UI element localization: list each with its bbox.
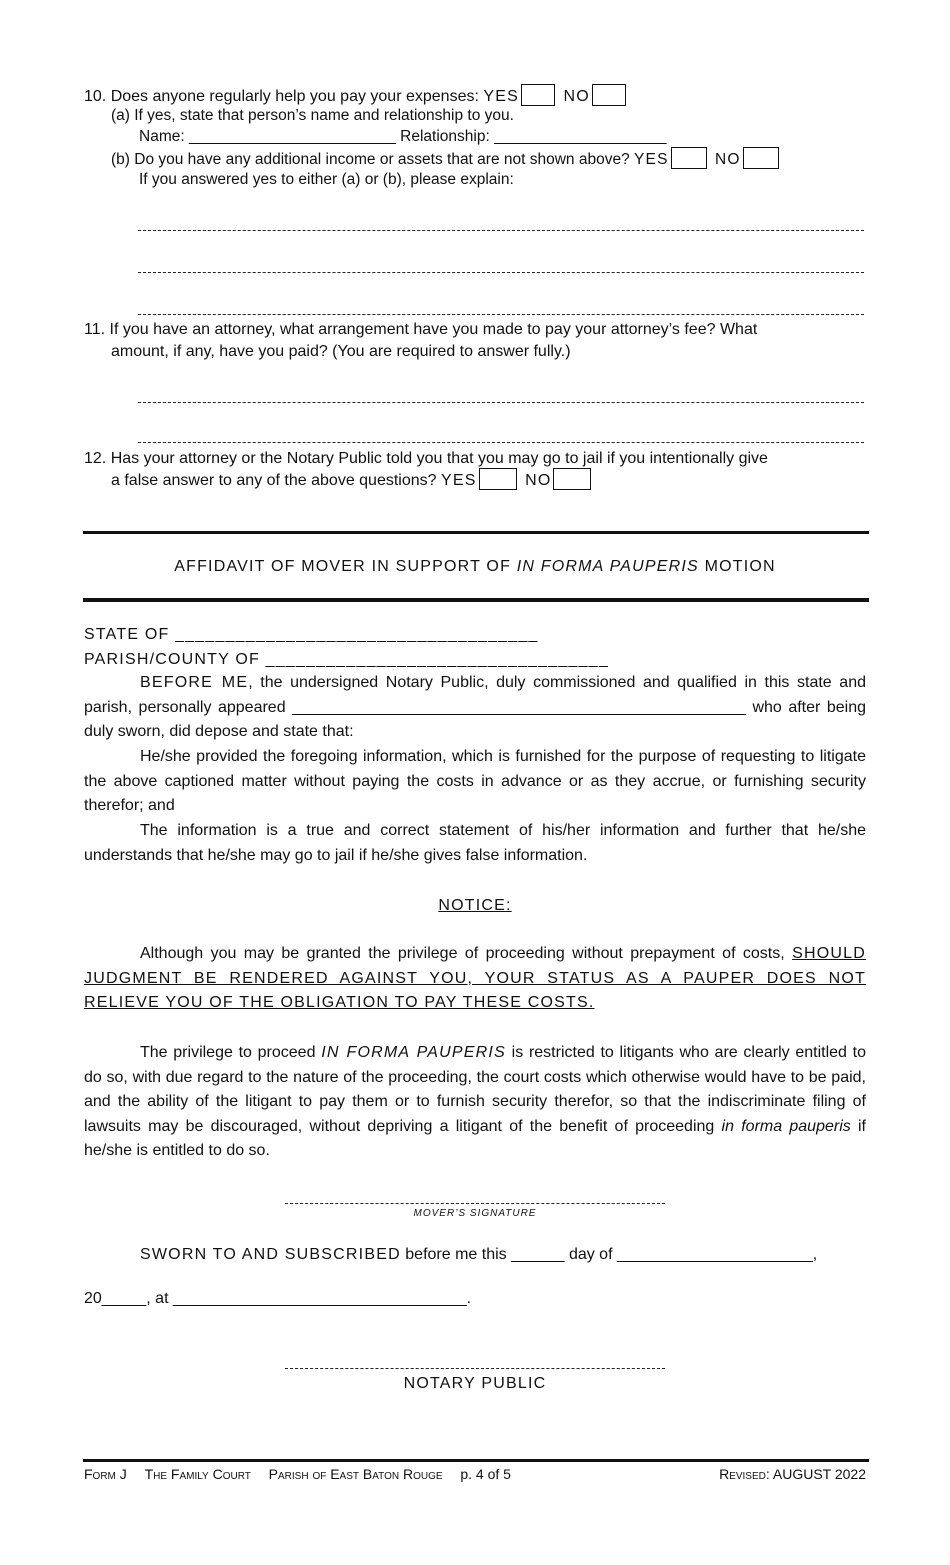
state-of-field[interactable]: STATE OF ____________________________________ [84, 626, 539, 643]
footer-parish: Parish of East Baton Rouge [268, 1466, 443, 1482]
footer-left [84, 1466, 511, 1482]
sworn-line[interactable] [140, 1245, 817, 1265]
notice-heading: NOTICE: [438, 897, 512, 914]
footer-form: Form J [84, 1466, 127, 1482]
q10b-no-label: NO [714, 151, 741, 169]
q12-yes-checkbox[interactable] [479, 468, 517, 490]
q10-explain-text: If you answered yes to either (a) or (b), please explain: [139, 171, 514, 188]
q12-line2: a false answer to any of the above questions? [111, 472, 437, 490]
mover-signature-line[interactable] [285, 1203, 665, 1204]
notice-p2-mid: is restricted to litigants who are clearly entitled to do so, with due regard to the nature of the proceeding, the court costs which otherwise would have to be paid, and the ability of the litigant to pay them or to furnish security therefor, so that the indiscriminate filing of lawsuits may be discouraged, without depriving a litigant of the benefit of proceeding [84, 1044, 867, 1135]
q10-answer-line-3[interactable] [138, 314, 864, 315]
q12-line2-wrap [111, 470, 595, 492]
year-location-line[interactable]: 20_____, at _________________________________. [84, 1290, 472, 1307]
q11-answer-line-1[interactable] [138, 402, 864, 403]
notice-p2-start: The privilege to proceed [140, 1044, 316, 1061]
notary-signature-line[interactable] [285, 1368, 665, 1369]
affidavit-bottom-rule [83, 598, 869, 602]
q10-yes-label: YES [483, 88, 519, 106]
sworn-text: before me this ______ day of ______________________, [400, 1246, 818, 1263]
mover-signature-label: MOVER’S SIGNATURE [413, 1208, 537, 1219]
q10-yes-checkbox[interactable] [521, 84, 555, 106]
q11-line1: 11. If you have an attorney, what arrangement have you made to pay your attorney’s fee? What [84, 321, 758, 338]
notice-p2-italic: IN FORMA PAUPERIS [321, 1044, 506, 1061]
affidavit-title-post: MOTION [704, 558, 776, 575]
q10-answer-line-1[interactable] [138, 230, 864, 231]
affidavit-title-pre: AFFIDAVIT OF MOVER IN SUPPORT OF [174, 558, 512, 575]
footer-rule [83, 1459, 869, 1462]
before-me-caps: BEFORE ME [140, 674, 249, 691]
footer-revised-label: Revised: [719, 1466, 770, 1482]
q12-no-label: NO [525, 472, 552, 490]
sworn-caps: SWORN TO AND SUBSCRIBED [140, 1246, 401, 1263]
notary-public-label: NOTARY PUBLIC [403, 1375, 547, 1392]
parish-county-field[interactable]: PARISH/COUNTY OF __________________________________ [84, 651, 609, 668]
notice-p2-italic-2: in forma pauperis [721, 1117, 851, 1135]
notice-p1-underlined: SHOULD JUDGMENT BE RENDERED AGAINST YOU, YOUR STATUS AS A PAUPER DOES NOT RELIEVE YOU OF THE OBLIGATION TO PAY THESE COSTS. [84, 945, 866, 1011]
before-me-text: , the undersigned Notary Public, duly commissioned and qualified in this state and parish, personally appeared ___________________________________________________ who after being duly sworn, did depose and state that: [84, 674, 866, 740]
affidavit-top-rule [83, 531, 869, 534]
q12-yes-label: YES [441, 472, 477, 490]
true-statement-paragraph: The information is a true and correct statement of his/her information and further that he/she understands that he/she may go to jail if he/she gives false information. [84, 822, 866, 864]
notice-paragraph-2 [84, 1041, 866, 1164]
q10b-yes-label: YES [634, 151, 669, 169]
notice-p2-end: if he/she is entitled to do so. [84, 1117, 866, 1159]
footer-revised-date: AUGUST 2022 [772, 1466, 866, 1482]
q10-name-relationship-line[interactable]: Name: ________________________ Relationship: ____________________ [139, 128, 667, 145]
q10b-prefix: (b) Do you have any additional income or assets that are not shown above? [111, 151, 630, 169]
q10-no-checkbox[interactable] [592, 84, 626, 106]
q10-answer-line-2[interactable] [138, 272, 864, 273]
q11-line2: amount, if any, have you paid? (You are required to answer fully.) [111, 343, 571, 360]
q12-line1: 12. Has your attorney or the Notary Public told you that you may go to jail if you intentionally give [84, 450, 768, 467]
q10-line [84, 86, 630, 108]
footer-court: The Family Court [144, 1466, 251, 1482]
q10-prefix: 10. Does anyone regularly help you pay your expenses: [84, 88, 479, 106]
notice-paragraph-1 [84, 942, 866, 1016]
q10b-no-checkbox[interactable] [743, 147, 779, 169]
q10b-line [111, 149, 783, 171]
q11-answer-line-2[interactable] [138, 442, 864, 443]
footer-page: p. 4 of 5 [460, 1466, 511, 1482]
notice-p1-start: Although you may be granted the privilege of proceeding without prepayment of costs, [140, 945, 785, 962]
q12-no-checkbox[interactable] [553, 468, 591, 490]
q10b-yes-checkbox[interactable] [671, 147, 707, 169]
foregoing-info-paragraph: He/she provided the foregoing information, which is furnished for the purpose of requesting to litigate the above captioned matter without paying the costs in advance or as they accrue, or furnishing security therefor; and [84, 748, 866, 814]
affidavit-title [0, 557, 950, 577]
affidavit-title-italic: IN FORMA PAUPERIS [516, 558, 699, 575]
q10a-text: (a) If yes, state that person’s name and relationship to you. [111, 107, 514, 124]
before-me-paragraph [84, 671, 866, 745]
q10-no-label: NO [563, 88, 590, 106]
footer-right [719, 1466, 866, 1482]
